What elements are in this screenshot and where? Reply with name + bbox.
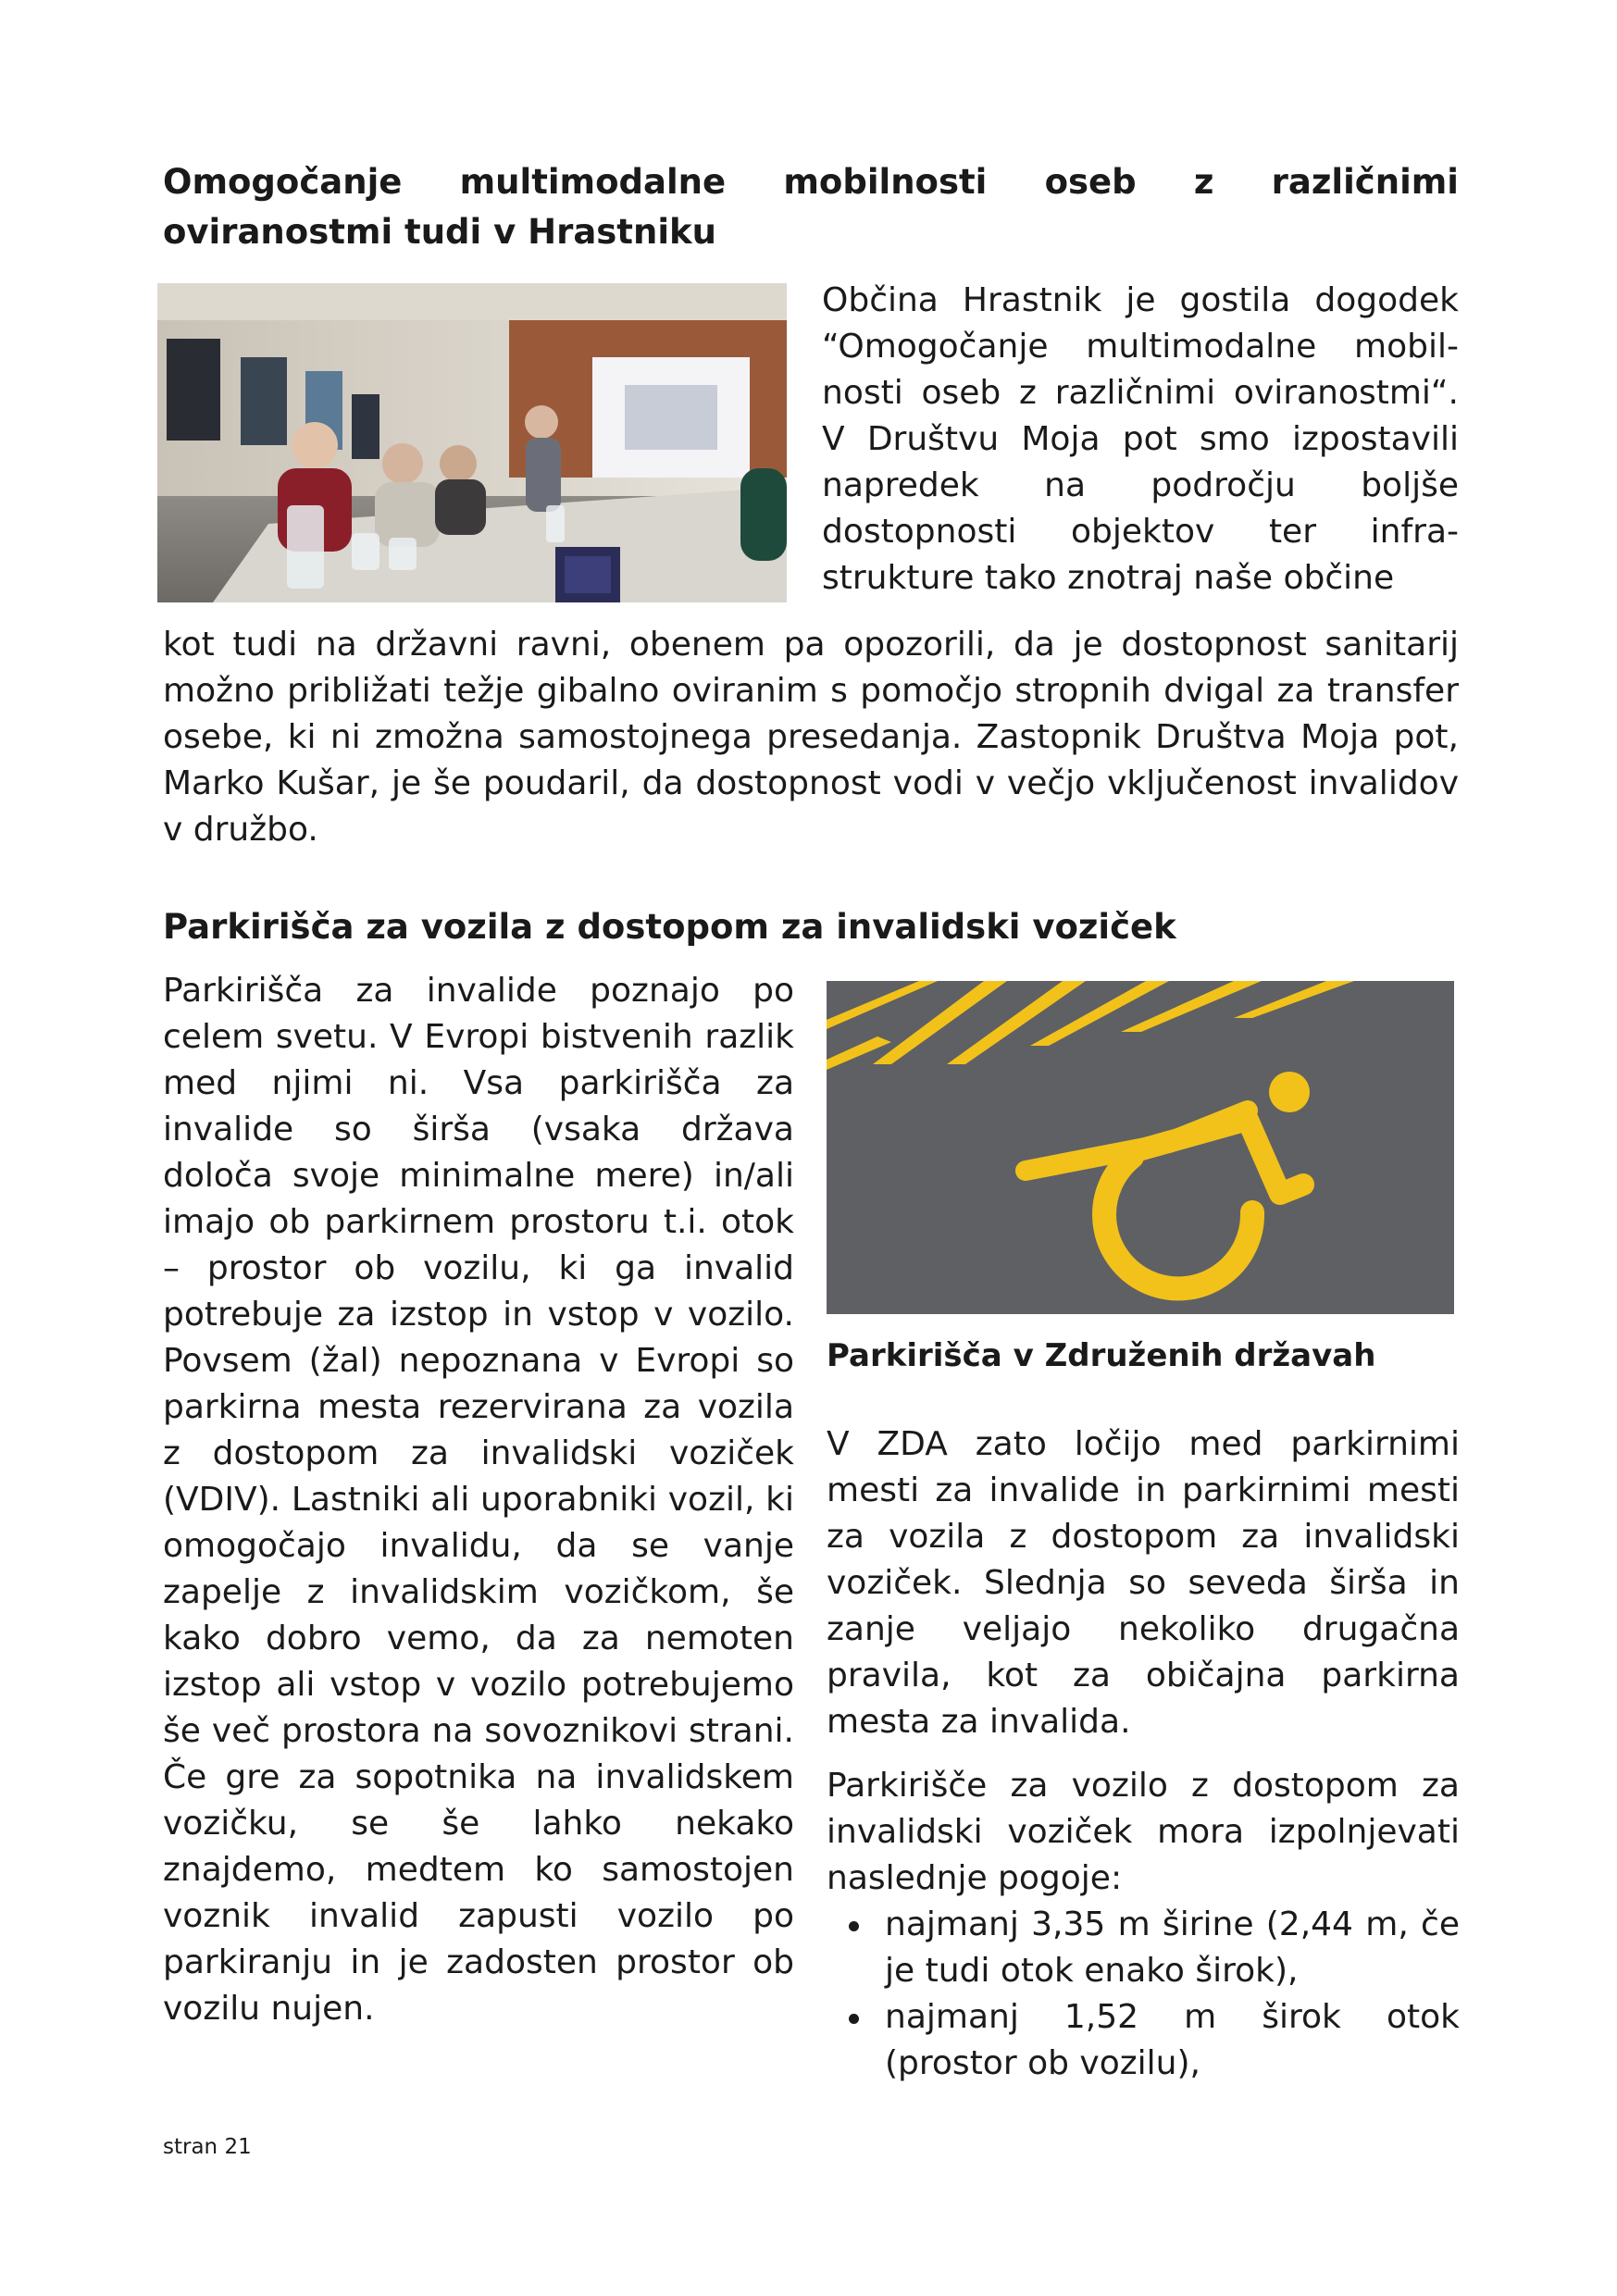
section-title-mobility (163, 157, 1459, 257)
mobility-paragraph-intro: Občina Hrastnik je gostila dogodek “Omogočanje multimodalne mobil-nosti oseb z različnimi oviranostmi“. V Društvu Moja pot smo izpostavili napredek na področju boljše dostopnosti objektov ter infra-strukture tako znotraj naše občine (822, 281, 1459, 597)
bullet-icon (849, 1921, 859, 1931)
list-item (827, 1994, 1460, 2087)
parking-requirements-list (827, 1902, 1460, 2087)
requirement-text: najmanj 3,35 m širine (2,44 m, če je tudi otok enako širok), (885, 1905, 1460, 1990)
title-line-1: Omogočanje multimodalne mobilnosti oseb z različnimi (163, 162, 1459, 202)
meeting-photo-icon (157, 283, 787, 602)
mobility-paragraph-continued: kot tudi na državni ravni, obenem pa opozorili, da je dostopnost sanitarij možno približati težje gibalno oviranim s pomočjo stropnih dvigal za transfer osebe, ki ni zmožna samostojnega presedanja. Zastopnik Društva Moja pot, Marko Kušar, je še poudaril, da dostopnost vodi v večjo vključenost invalidov v družbo. (163, 626, 1459, 849)
meeting-photo (157, 283, 787, 602)
page-number: stran 21 (163, 2135, 252, 2159)
wheelchair-parking-icon (827, 981, 1454, 1314)
parking-paragraph-left: Parkirišča za invalide poznajo po celem svetu. V Evropi bistvenih razlik med njimi ni. Vsa parkirišča za invalide so širša (vsaka država določa svoje minimalne mere) in/ali imajo ob parkirnem prostoru t.i. otok – prostor ob vozilu, ki ga invalid potrebuje za izstop in vstop v vozilo. Povsem (žal) nepoznana v Evropi so parkirna mesta rezervirana za vozila z dostopom za invalidski voziček (VDIV). Lastniki ali uporabniki vozil, ki omogočajo invalidu, da se vanje zapelje z invalidskim vozičkom, še kako dobro vemo, da za nemoten izstop ali vstop v vozilo potrebujemo še več prostora na sovoznikovi strani. Če gre za sopotnika na invalidskem vozičku, se še lahko nekako znajdemo, medtem ko samostojen voznik invalid zapusti vozilo po parkiranju in je zadosten prostor ob vozilu nujen. (163, 972, 794, 2028)
wheelchair-parking-photo (827, 981, 1454, 1314)
title-line-2: oviranostmi tudi v Hrastniku (163, 212, 716, 252)
section-title-parking: Parkirišča za vozila z dostopom za invalidski voziček (163, 907, 1176, 947)
requirement-text: najmanj 1,52 m širok otok (prostor ob vozilu), (885, 1998, 1460, 2082)
parking-photo-caption: Parkirišča v Združenih državah (827, 1337, 1376, 1374)
parking-paragraph-right-1: V ZDA zato ločijo med parkirnimi mesti za invalide in parkirnimi mesti za vozila z dostopom za invalidski voziček. Slednja so seveda širša in zanje veljajo nekoliko drugačna pravila, kot za običajna parkirna mesta za invalida. (827, 1425, 1460, 1741)
bullet-icon (849, 2014, 859, 2024)
list-item (827, 1902, 1460, 1994)
parking-paragraph-right-2: Parkirišče za vozilo z dostopom za invalidski voziček mora izpolnjevati naslednje pogoje: (827, 1767, 1460, 1897)
